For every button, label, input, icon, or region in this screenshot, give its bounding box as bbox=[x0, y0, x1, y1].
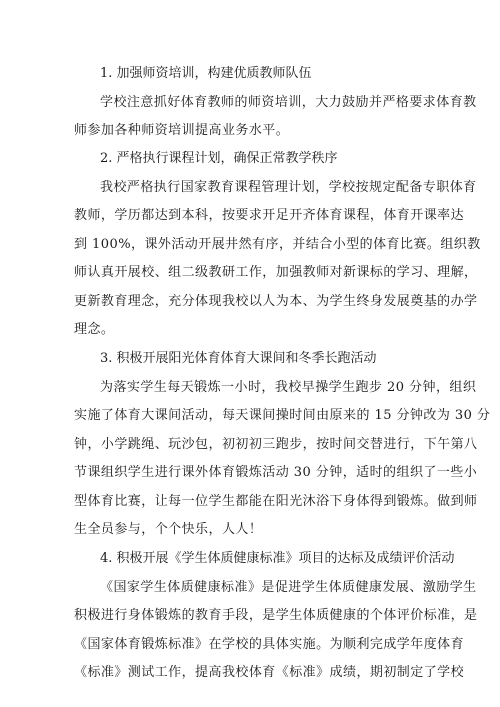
paragraph-line: 师认真开展校、组二级教研工作，加强教师对新课标的学习、理解， bbox=[74, 265, 478, 280]
section-heading-4: 4. 积极开展《学生体质健康标准》项目的达标及成绩评价活动 bbox=[100, 551, 455, 566]
section-heading-2: 2. 严格执行课程计划，确保正常教学秩序 bbox=[100, 151, 338, 166]
paragraph-line: 积极进行身体锻炼的教育手段，是学生体质健康的个体评价标准，是 bbox=[74, 608, 478, 623]
paragraph-line: 实施了体育大课间活动，每天课间操时间由原来的 15 分钟改为 30 分 bbox=[74, 408, 491, 423]
paragraph-line: 《国家体育锻炼标准》在学校的具体实施。为顺利完成学年度体育 bbox=[74, 637, 465, 652]
paragraph-line: 教师，学历都达到本科，按要求开足开齐体育课程，体育开课率达 bbox=[74, 208, 465, 223]
paragraph-line: 《标准》测试工作，提高我校体育《标准》成绩，期初制定了学校 bbox=[74, 665, 465, 680]
section-heading-3: 3. 积极开展阳光体育体育大课间和冬季长跑活动 bbox=[100, 351, 377, 366]
paragraph-line: 型体育比赛，让每一位学生都能在阳光沐浴下身体得到锻炼。做到师 bbox=[74, 494, 478, 509]
paragraph-line: 更新教育理念，充分体现我校以人为本、为学生终身发展奠基的办学 bbox=[74, 294, 478, 309]
paragraph-line: 《国家学生体质健康标准》是促进学生体质健康发展、激励学生 bbox=[100, 580, 477, 595]
paragraph-line: 节课组织学生进行课外体育锻炼活动 30 分钟，适时的组织了一些小 bbox=[74, 465, 478, 480]
paragraph-line: 我校严格执行国家教育课程管理计划，学校按规定配备专职体育 bbox=[100, 180, 477, 195]
section-heading-1: 1. 加强师资培训，构建优质教师队伍 bbox=[100, 66, 312, 81]
paragraph-line: 钟，小学跳绳、玩沙包，初初初三跑步，按时间交替进行，下午第八 bbox=[74, 437, 478, 452]
paragraph-line: 理念。 bbox=[74, 322, 115, 337]
paragraph-line: 到 100%，课外活动开展井然有序，并结合小型的体育比赛。组织教 bbox=[74, 237, 481, 252]
paragraph-line: 学校注意抓好体育教师的师资培训，大力鼓励并严格要求体育教 bbox=[100, 95, 477, 110]
paragraph-line: 师参加各种师资培训提高业务水平。 bbox=[74, 123, 290, 138]
paragraph-line: 为落实学生每天锻炼一小时，我校早操学生跑步 20 分钟，组织 bbox=[100, 380, 477, 395]
paragraph-line: 生全员参与，个个快乐，人人！ bbox=[74, 522, 263, 537]
